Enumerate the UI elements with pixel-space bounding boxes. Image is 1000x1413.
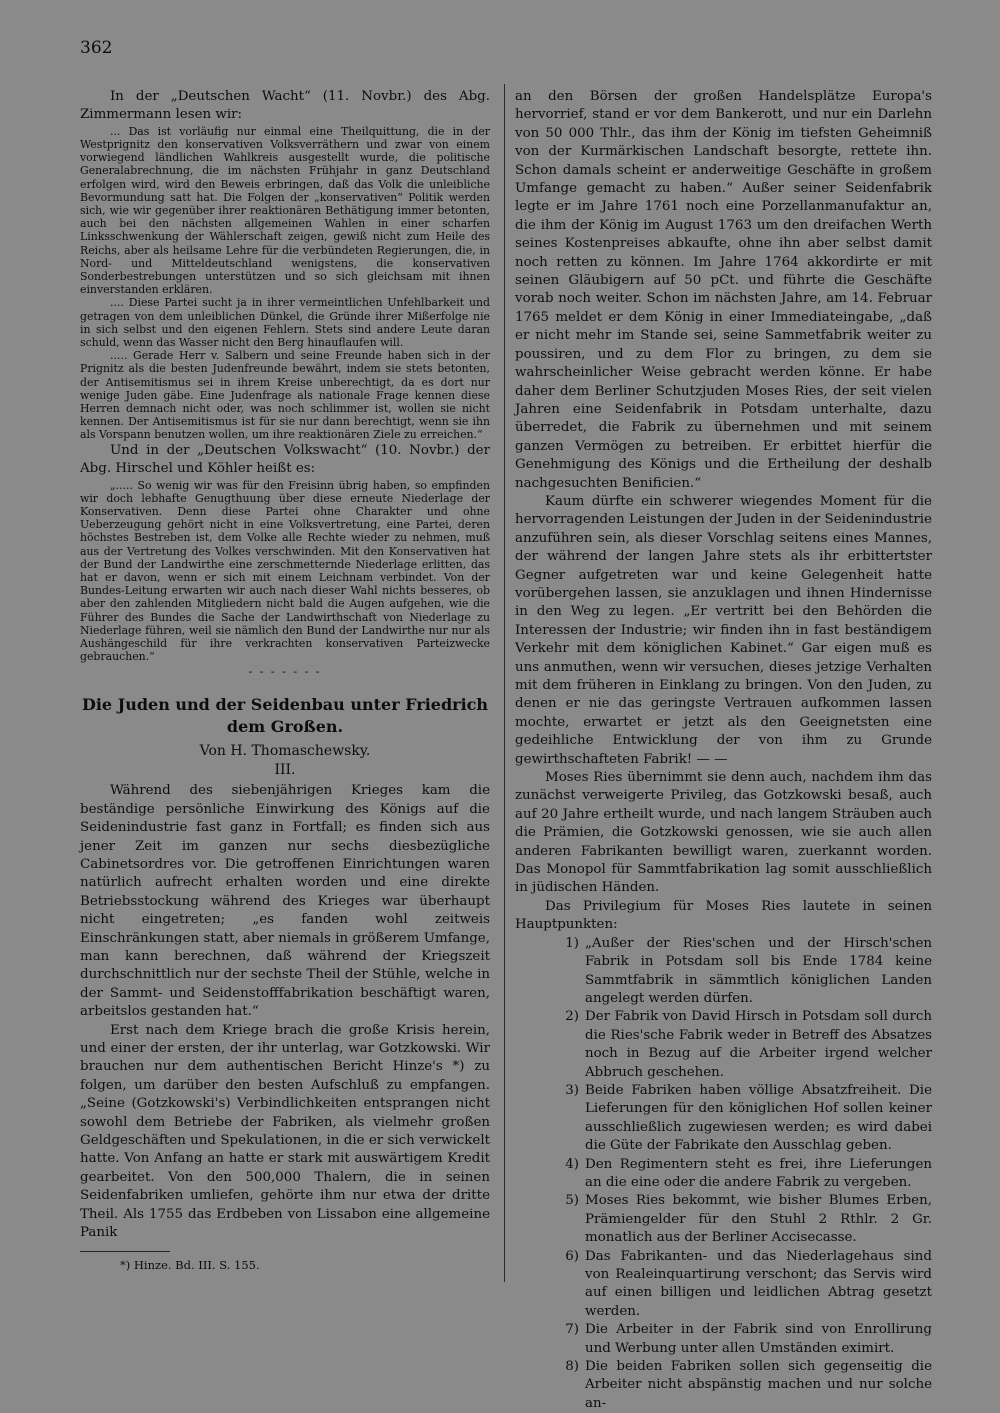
list-item (515, 1248, 932, 1322)
list-item-number: 5) (565, 1193, 579, 1209)
article-title: Die Juden und der Seidenbau unter Friedrich dem Großen. (81, 695, 489, 737)
list-item-text: Die Arbeiter in der Fabrik sind von Enrollirung und Werbung unter allen Umständen eximirt. (585, 1322, 932, 1356)
list-item-number: 1) (565, 935, 579, 951)
list-item-text: Moses Ries bekommt, wie bisher Blumes Erben, Prämiengelder für den Stuhl 2 Rthlr. 2 Gr. monatlich aus der Berliner Accisecasse. (585, 1193, 932, 1246)
separator: - - - - - - - (248, 665, 322, 679)
article-paragraph: Kaum dürfte ein schwerer wiegendes Moment für die hervorragenden Leistungen der Juden in der Seidenindustrie anzuführen sein, als dieser Vorschlag seitens eines Mannes, der während der langen Jahre stets als ihr erbittertster Gegner aufgetreten war und keine Gelegenheit hatte vorübergehen lassen, sie anzuklagen und ihnen Hindernisse in den Weg zu legen. „Er vertritt bei den Behörden die Interessen der Industrie; wir finden ihn in fast beständigem Verkehr mit dem königlichen Kabinet.“ Gar eigen muß es uns anmuthen, wenn wir versuchen, dieses jetzige Verhalten mit dem früheren in Einklang zu bringen. Von den Juden, zu denen er nie das geringste Vertrauen aufkommen lassen mochte, erwartet er jetzt als den Geeignetsten eine gedeihliche Entwicklung der von ihm zu Grunde gewirthschafteten Fabrik! — — (515, 493, 932, 767)
left-column (80, 88, 490, 1273)
list-item-text: Beide Fabriken haben völlige Absatzfreiheit. Die Lieferungen für den königlichen Hof sollen keiner ausschließlich zugewiesen werden; es wird dabei die Güte der Fabrikate den Ausschlag geben. (585, 1082, 932, 1154)
privilege-list (515, 935, 932, 1413)
list-item (515, 1156, 932, 1193)
list-item (515, 1192, 932, 1247)
list-item-number: 7) (565, 1322, 579, 1338)
intro-deutsche-wacht: In der „Deutschen Wacht“ (11. Novbr.) des Abg. Zimmermann lesen wir: (80, 89, 490, 123)
list-item-text: „Außer der Ries'schen und der Hirsch'schen Fabrik in Potsdam soll bis Ende 1784 keine Sammtfabrik in sämmtlich königlichen Landen angelegt werden dürfen. (585, 935, 932, 1006)
list-item-text: Der Fabrik von David Hirsch in Potsdam soll durch die Ries'sche Fabrik weder in Betreff des Absatzes noch in Bezug auf die Arbeiter irgend welcher Abbruch geschehen. (585, 1009, 932, 1080)
list-item (515, 1321, 932, 1358)
list-item-number: 3) (565, 1082, 579, 1098)
article-paragraph: Erst nach dem Kriege brach die große Krisis herein, und einer der ersten, der ihr unterlag, war Gotzkowski. Wir brauchen nur dem authentischen Bericht Hinze's *) zu folgen, um darüber den besten Aufschluß zu empfangen. „Seine (Gotzkowski's) Verbindlichkeiten entsprangen nicht sowohl dem Betriebe der Fabriken, als vielmehr großen Geldgeschäften und Spekulationen, in die er sich verwickelt hatte. Von Anfang an hatte er stark mit auswärtigem Kredit gearbeitet. Von den 500,000 Thalern, die in seinen Seidenfabriken umliefen, gehörte ihm nur etwa der dritte Theil. Als 1755 das Erdbeben von Lissabon eine allgemeine Panik (80, 1022, 490, 1241)
footnote: *) Hinze. Bd. III. S. 155. (120, 1257, 260, 1272)
list-item-number: 6) (565, 1248, 579, 1264)
list-item-text: Den Regimentern steht es frei, ihre Lieferungen an die eine oder die andere Fabrik zu vergeben. (585, 1156, 932, 1190)
article-author: Von H. Thomaschewsky. (199, 743, 371, 760)
list-item-number: 8) (565, 1359, 579, 1375)
list-item-number: 4) (565, 1156, 579, 1172)
list-item-number: 2) (565, 1009, 579, 1025)
footnote-rule (80, 1251, 170, 1252)
article-paragraph: Moses Ries übernimmt sie denn auch, nachdem ihm das zunächst verweigerte Privileg, das Gotzkowski besaß, auch auf 20 Jahre ertheilt wurde, und nach langem Sträuben auch die Prämien, die Gotzkowski genossen, wie sie auch allen anderen Fabrikanten bewilligt waren, zuerkannt worden. Das Monopol für Sammtfabrikation lag somit ausschließlich in jüdischen Händen. (515, 770, 932, 896)
list-item-text: Die beiden Fabriken sollen sich gegenseitig die Arbeiter nicht abspänstig machen und nur solche an- (585, 1359, 932, 1411)
article-part: III. (274, 762, 296, 779)
article-paragraph: Das Privilegium für Moses Ries lautete in seinen Hauptpunkten: (515, 898, 932, 933)
page-number: 362 (80, 38, 113, 58)
list-item (515, 1082, 932, 1156)
column-divider (504, 84, 505, 1282)
quote-paragraph: „..... So wenig wir was für den Freisinn übrig haben, so empfinden wir doch lebhafte Genugthuung über diese erneute Niederlage der Konservativen. Denn diese Partei ohne Charakter und ohne Ueberzeugung gehört nicht in eine Volksvertretung, eine Partei, deren höchstes Bestreben ist, dem Volke alle Rechte wieder zu nehmen, muß aus der Vertretung des Volkes verschwinden. Mit den Konservativen hat der Bund der Landwirthe eine zerschmetternde Niederlage erlitten, das hat er davon, wenn er sich mit einem Leichnam verbindet. Von der Bundes-Leitung erwarten wir auch nach dieser Wahl nichts besseres, ob aber den zahlenden Mitgliedern nicht bald die Augen aufgehen, wie die Führer des Bundes die Sache der Landwirthschaft von Niederlage zu Niederlage führen, weil sie nämlich den Bund der Landwirthe nur nur als Aushängeschild für ihre verkrachten konservativen Parteizwecke gebrauchen.“ (80, 478, 490, 664)
quote-paragraph: ..... Gerade Herr v. Salbern und seine Freunde haben sich in der Prignitz als die besten Judenfreunde bewährt, indem sie stets betonten, der Antisemitismus sei in ihrem Kreise unberechtigt, da es dort nur wenige Juden gäbe. Eine Judenfrage als nationale Frage kennen diese Herren demnach nicht oder, was noch schlimmer ist, wollen sie nicht kennen. Der Antisemitismus ist für sie nur dann berechtigt, wenn sie ihn als Vorspann benutzen wollen, um ihre reaktionären Ziele zu erreichen.“ (80, 349, 490, 442)
list-item (515, 935, 932, 1009)
list-item (515, 1358, 932, 1413)
intro-deutsche-volkswacht: Und in der „Deutschen Volkswacht“ (10. Novbr.) der Abg. Hirschel und Köhler heißt es: (80, 442, 490, 477)
article-paragraph: an den Börsen der großen Handelsplätze Europa's hervorrief, stand er vor dem Bankerott, und nur ein Darlehn von 50 000 Thlr., das ihm der König im tiefsten Geheimniß von der Kurmärkischen Landschaft besorgte, rettete ihn. Schon damals scheint er anderweitige Geschäfte in großem Umfange gemacht zu haben.“ Außer seiner Seidenfabrik legte er im Jahre 1761 noch eine Porzellanmanufaktur an, die ihm der König im August 1763 um den dreifachen Werth seines Kostenpreises abkaufte, ohne ihn aber selbst damit noch retten zu können. Im Jahre 1764 akkordirte er mit seinen Gläubigern auf 50 pCt. und führte die Geschäfte vorab noch weiter. Schon im nächsten Jahre, am 14. Februar 1765 meldet er dem König in einer Immediateingabe, „daß er nicht mehr im Stande sei, seine Sammetfabrik weiter zu poussiren, und zu dem Flor zu bringen, zu dem sie wahrscheinlicher Weise gebracht werden könne. Er habe daher dem Berliner Schutzjuden Moses Ries, der seit vielen Jahren eine Seidenfabrik in Potsdam unterhalte, dazu überredet, die Fabrik zu übernehmen und mit seinem ganzen Vermögen zu betreiben. Er erbittet hierfür die Genehmigung des Königs und die Ertheilung der deshalb nachgesuchten Benificien.“ (515, 89, 932, 491)
quote-paragraph: ... Das ist vorläufig nur einmal eine Theilquittung, die in der Westprignitz den konservativen Volksverräthern und zwar von einem vorwiegend ländlichen Wahlkreis ausgestellt wurde, die politische Generalabrechnung, die im nächsten Frühjahr in ganz Deutschland erfolgen wird, wird den Beweis erbringen, daß das Volk die unleibliche Bevormundung satt hat. Die Folgen der „konservativen“ Politik werden sich, wie wir gegenüber ihrer reaktionären Bethätigung immer betonten, auch bei den nächsten allgemeinen Wahlen in einer scharfen Linksschwenkung der Wählerschaft zeigen, gewiß nicht zum Heile des Reichs, aber als heilsame Lehre für die verbündeten Regierungen, die, in Nord- und Mitteldeutschland wenigstens, die konservativen Sonderbestrebungen unterstützen und so sich gleichsam mit ihnen einverstanden erklären. (80, 124, 490, 297)
list-item-text: Das Fabrikanten- und das Niederlagehaus sind von Realeinquartirung verschont; das Servis wird auf einen billigen und leidlichen Abtrag gesetzt werden. (585, 1248, 932, 1319)
article-paragraph: Während des siebenjährigen Krieges kam die beständige persönliche Einwirkung des Königs auf die Seidenindustrie fast ganz in Fortfall; es finden sich aus jener Zeit im ganzen nur sechs diesbezügliche Cabinetsordres vor. Die getroffenen Einrichtungen waren natürlich aufrecht erhalten worden und eine direkte Betriebsstockung während des Krieges war überhaupt nicht eingetreten; „es fanden wohl zeitweis Einschränkungen statt, aber niemals in größerem Umfange, man kann berechnen, daß während der Kriegszeit durchschnittlich nur der sechste Theil der Stühle, welche in der Sammt- und Seidenstofffabrikation beschäftigt waren, arbeitslos gestanden hat.“ (80, 783, 490, 1020)
list-item (515, 1008, 932, 1082)
right-column (515, 88, 932, 1413)
quote-paragraph: .... Diese Partei sucht ja in ihrer vermeintlichen Unfehlbarkeit und getragen von dem unleiblichen Dünkel, die Gründe ihrer Mißerfolge nie in sich selbst und den eigenen Fehlern. Stets sind andere Leute daran schuld, wenn das Wasser nicht den Berg hinauflaufen will. (80, 296, 490, 350)
